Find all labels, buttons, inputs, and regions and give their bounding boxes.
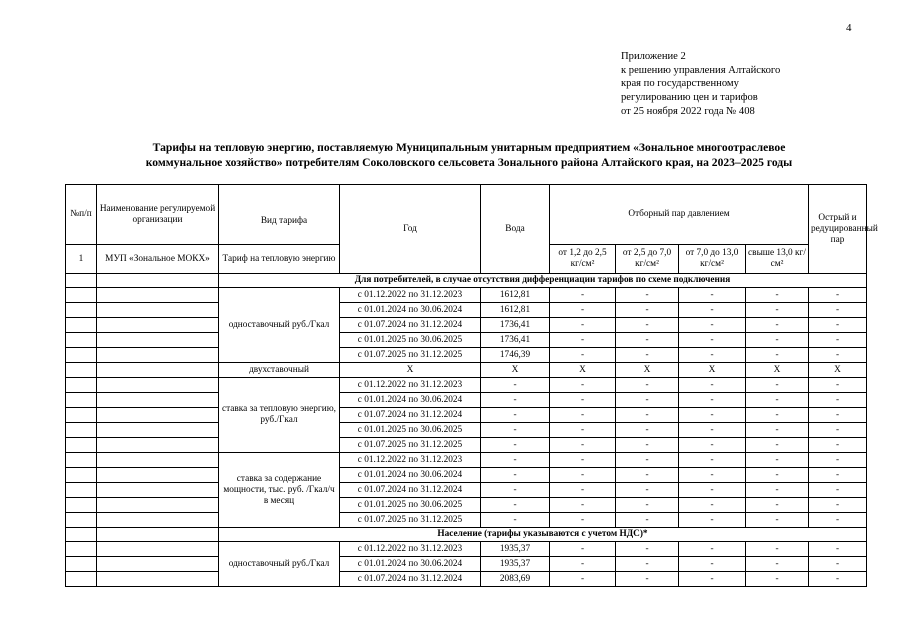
dash-cell: -: [809, 348, 867, 363]
table-row: [66, 348, 867, 363]
water-value: 1612,81: [481, 288, 550, 303]
dash-cell: -: [809, 453, 867, 468]
header-row: [66, 185, 867, 245]
period-cell: с 01.01.2025 по 30.06.2025: [340, 333, 481, 348]
table-row: [66, 557, 867, 572]
dash-cell: -: [809, 393, 867, 408]
dash-cell: -: [809, 423, 867, 438]
title-line: коммунальное хозяйство» потребителям Соколовского сельсовета Зонального района Алтайского края, на 2023–2025 годы: [145, 155, 793, 169]
water-value: 1746,39: [481, 348, 550, 363]
org-name: МУП «Зональное МОКХ»: [97, 245, 219, 274]
section-row: [66, 528, 867, 542]
period-cell: с 01.01.2025 по 30.06.2025: [340, 423, 481, 438]
x-cell: X: [340, 363, 481, 378]
dash-cell: -: [616, 378, 679, 393]
appendix-block: [621, 50, 780, 119]
dash-cell: -: [809, 303, 867, 318]
dash-cell: -: [809, 288, 867, 303]
section-title: Население (тарифы указываются с учетом НДС)*: [219, 528, 867, 542]
dash-cell: -: [616, 468, 679, 483]
dash-cell: -: [679, 438, 746, 453]
dash-cell: -: [616, 513, 679, 528]
dash-cell: -: [746, 557, 809, 572]
dash-cell: -: [550, 348, 616, 363]
dash-cell: -: [809, 408, 867, 423]
dash-cell: -: [746, 288, 809, 303]
appendix-line: к решению управления Алтайского: [621, 64, 781, 76]
table-row: [66, 513, 867, 528]
dash-cell: -: [616, 288, 679, 303]
water-value: -: [481, 408, 550, 423]
dash-cell: -: [679, 542, 746, 557]
header-pressure-1: от 1,2 до 2,5 кг/см²: [550, 245, 616, 274]
dash-cell: -: [616, 423, 679, 438]
header-steam-group: Отборный пар давлением: [550, 185, 809, 245]
x-cell: X: [679, 363, 746, 378]
x-cell: X: [809, 363, 867, 378]
dash-cell: -: [746, 572, 809, 587]
header-org: Наименование регулируемой организации: [97, 185, 219, 245]
water-value: 1935,37: [481, 542, 550, 557]
tariff-type-energy-rate: ставка за тепловую энергию, руб./Гкал: [219, 378, 340, 453]
water-value: 1736,41: [481, 318, 550, 333]
dash-cell: -: [809, 483, 867, 498]
dash-cell: -: [679, 288, 746, 303]
dash-cell: -: [616, 498, 679, 513]
dash-cell: -: [550, 393, 616, 408]
table-row: [66, 318, 867, 333]
dash-cell: -: [746, 513, 809, 528]
water-value: -: [481, 423, 550, 438]
dash-cell: -: [809, 557, 867, 572]
tariff-type-population-single-rate: одноставочный руб./Гкал: [219, 542, 340, 587]
dash-cell: -: [746, 483, 809, 498]
water-value: -: [481, 453, 550, 468]
page-number: 4: [846, 22, 852, 34]
table-row: [66, 303, 867, 318]
dash-cell: -: [679, 348, 746, 363]
dash-cell: -: [746, 348, 809, 363]
table-row: [66, 378, 867, 393]
dash-cell: -: [746, 453, 809, 468]
table-row: [66, 408, 867, 423]
header-water: Вода: [481, 185, 550, 274]
header-tariff-type: Вид тарифа: [219, 185, 340, 245]
appendix-line: края по государственному: [621, 78, 739, 90]
dash-cell: -: [679, 572, 746, 587]
x-cell: X: [481, 363, 550, 378]
dash-cell: -: [746, 303, 809, 318]
dash-cell: -: [809, 468, 867, 483]
dash-cell: -: [616, 318, 679, 333]
tariff-type-capacity-rate: ставка за содержание мощности, тыс. руб. /Гкал/ч в месяц: [219, 453, 340, 528]
water-value: -: [481, 483, 550, 498]
period-cell: с 01.07.2024 по 31.12.2024: [340, 408, 481, 423]
table-row: [66, 393, 867, 408]
table-row: [66, 542, 867, 557]
x-cell: X: [616, 363, 679, 378]
dash-cell: -: [550, 288, 616, 303]
dash-cell: -: [616, 453, 679, 468]
dash-cell: -: [746, 333, 809, 348]
period-cell: с 01.12.2022 по 31.12.2023: [340, 542, 481, 557]
dash-cell: -: [550, 498, 616, 513]
dash-cell: -: [746, 393, 809, 408]
dash-cell: -: [809, 333, 867, 348]
tariff-type-single-rate: одноставочный руб./Гкал: [219, 288, 340, 363]
period-cell: с 01.01.2024 по 30.06.2024: [340, 393, 481, 408]
header-year: Год: [340, 185, 481, 274]
dash-cell: -: [550, 468, 616, 483]
water-value: -: [481, 513, 550, 528]
water-value: -: [481, 468, 550, 483]
org-num: 1: [66, 245, 97, 274]
appendix-line: от 25 ноября 2022 года № 408: [621, 105, 755, 117]
dash-cell: -: [550, 453, 616, 468]
table-row: [66, 468, 867, 483]
table-row: [66, 363, 867, 378]
dash-cell: -: [550, 557, 616, 572]
dash-cell: -: [809, 378, 867, 393]
dash-cell: -: [679, 318, 746, 333]
dash-cell: -: [616, 333, 679, 348]
table-row: [66, 572, 867, 587]
header-pressure-4: свыше 13,0 кг/см²: [746, 245, 809, 274]
dash-cell: -: [679, 378, 746, 393]
dash-cell: -: [616, 393, 679, 408]
dash-cell: -: [809, 438, 867, 453]
period-cell: с 01.01.2024 по 30.06.2024: [340, 303, 481, 318]
water-value: 1935,37: [481, 557, 550, 572]
tariff-table: [65, 184, 878, 587]
dash-cell: -: [679, 468, 746, 483]
x-cell: X: [550, 363, 616, 378]
appendix-line: регулированию цен и тарифов: [621, 92, 758, 104]
period-cell: с 01.07.2024 по 31.12.2024: [340, 572, 481, 587]
dash-cell: -: [550, 572, 616, 587]
period-cell: с 01.07.2025 по 31.12.2025: [340, 438, 481, 453]
header-num: №п/п: [66, 185, 97, 245]
dash-cell: -: [550, 303, 616, 318]
water-value: -: [481, 378, 550, 393]
period-cell: с 01.12.2022 по 31.12.2023: [340, 288, 481, 303]
dash-cell: -: [616, 303, 679, 318]
dash-cell: -: [746, 498, 809, 513]
dash-cell: -: [550, 438, 616, 453]
dash-cell: -: [550, 408, 616, 423]
dash-cell: -: [616, 483, 679, 498]
dash-cell: -: [679, 303, 746, 318]
header-pressure-2: от 2,5 до 7,0 кг/см²: [616, 245, 679, 274]
dash-cell: -: [809, 542, 867, 557]
dash-cell: -: [679, 393, 746, 408]
period-cell: с 01.12.2022 по 31.12.2023: [340, 378, 481, 393]
dash-cell: -: [679, 513, 746, 528]
dash-cell: -: [616, 557, 679, 572]
x-cell: X: [746, 363, 809, 378]
dash-cell: -: [679, 423, 746, 438]
dash-cell: -: [550, 483, 616, 498]
document-title: [60, 141, 878, 170]
period-cell: с 01.01.2024 по 30.06.2024: [340, 557, 481, 572]
dash-cell: -: [550, 333, 616, 348]
table-row: [66, 453, 867, 468]
dash-cell: -: [679, 453, 746, 468]
period-cell: с 01.07.2024 по 31.12.2024: [340, 483, 481, 498]
table-row: [66, 333, 867, 348]
title-line: Тарифы на тепловую энергию, поставляемую Муниципальным унитарным предприятием «Зональное многоотраслевое: [152, 141, 786, 154]
water-value: 1612,81: [481, 303, 550, 318]
appendix-line: Приложение 2: [621, 51, 686, 62]
dash-cell: -: [746, 378, 809, 393]
dash-cell: -: [550, 318, 616, 333]
water-value: 2083,69: [481, 572, 550, 587]
period-cell: с 01.07.2024 по 31.12.2024: [340, 318, 481, 333]
section-row: [66, 274, 867, 288]
water-value: -: [481, 438, 550, 453]
dash-cell: -: [746, 318, 809, 333]
table-row: [66, 423, 867, 438]
water-value: -: [481, 498, 550, 513]
water-value: 1736,41: [481, 333, 550, 348]
dash-cell: -: [616, 572, 679, 587]
dash-cell: -: [809, 513, 867, 528]
section-title: Для потребителей, в случае отсутствия дифференциации тарифов по схеме подключения: [219, 274, 867, 288]
dash-cell: -: [616, 408, 679, 423]
dash-cell: -: [616, 542, 679, 557]
dash-cell: -: [550, 513, 616, 528]
dash-cell: -: [679, 557, 746, 572]
dash-cell: -: [746, 408, 809, 423]
table-row: [66, 483, 867, 498]
period-cell: с 01.07.2025 по 31.12.2025: [340, 513, 481, 528]
dash-cell: -: [616, 438, 679, 453]
dash-cell: -: [679, 498, 746, 513]
tariff-type-two-rate: двухставочный: [219, 363, 340, 378]
table-row: [66, 498, 867, 513]
period-cell: с 01.07.2025 по 31.12.2025: [340, 348, 481, 363]
period-cell: с 01.12.2022 по 31.12.2023: [340, 453, 481, 468]
dash-cell: -: [746, 542, 809, 557]
dash-cell: -: [746, 468, 809, 483]
dash-cell: -: [809, 572, 867, 587]
dash-cell: -: [550, 423, 616, 438]
dash-cell: -: [616, 348, 679, 363]
header-sharp-steam: Острый и редуцированный пар: [809, 185, 867, 274]
header-pressure-3: от 7,0 до 13,0 кг/см²: [679, 245, 746, 274]
dash-cell: -: [746, 423, 809, 438]
water-value: -: [481, 393, 550, 408]
table-row: [66, 438, 867, 453]
dash-cell: -: [746, 438, 809, 453]
period-cell: с 01.01.2025 по 30.06.2025: [340, 498, 481, 513]
dash-cell: -: [550, 378, 616, 393]
org-tariff-type: Тариф на тепловую энергию: [219, 245, 340, 274]
dash-cell: -: [679, 333, 746, 348]
table-row: [66, 288, 867, 303]
dash-cell: -: [809, 498, 867, 513]
dash-cell: -: [679, 408, 746, 423]
period-cell: с 01.01.2024 по 30.06.2024: [340, 468, 481, 483]
dash-cell: -: [550, 542, 616, 557]
dash-cell: -: [679, 483, 746, 498]
dash-cell: -: [809, 318, 867, 333]
